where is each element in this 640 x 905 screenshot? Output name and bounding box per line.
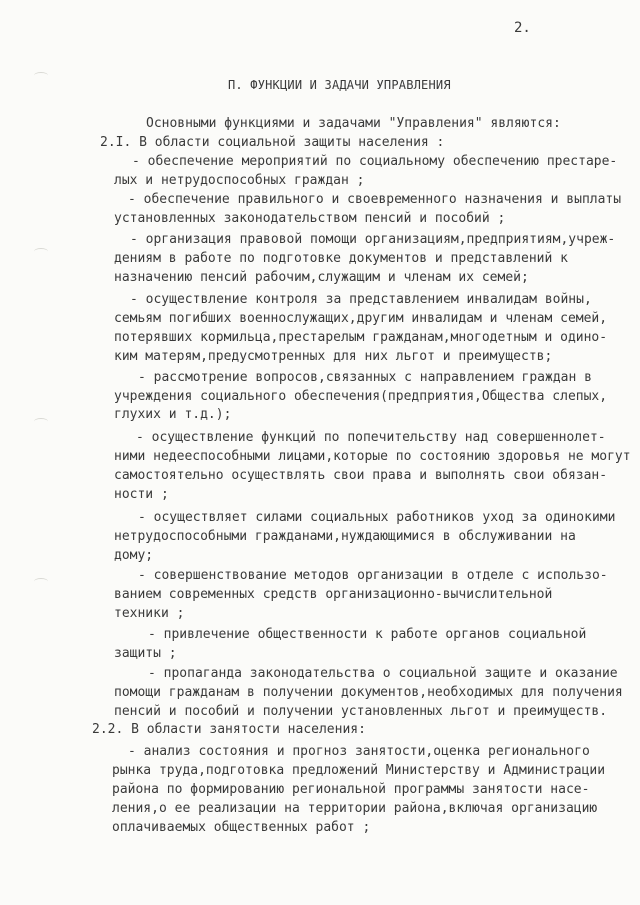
text-line: - обеспечение правильного и своевременного назначения и выплаты [128,192,622,207]
text-line: - осуществление контроля за представлением инвалидам войны, [130,292,592,307]
text-line: самостоятельно осуществлять свои права и выполнять свои обязан- [114,468,608,483]
text-line: ления,о ее реализации на территории района,включая организацию [112,801,598,816]
text-line: ними недееспособными лицами,которые по состоянию здоровья не могут [114,449,631,464]
text-line: дениям в работе по подготовке документов и представлений к [114,251,568,266]
text-line: Основными функциями и задачами "Управления" являются: [146,116,561,131]
text-line: - рассмотрение вопросов,связанных с направлением граждан в [138,370,592,385]
binder-hole-mark [34,578,48,585]
text-line: - обеспечение мероприятий по социальному обеспечению престаре- [132,154,618,169]
numbered-heading: 2.2. В области занятости населения: [92,722,366,737]
text-line: лых и нетрудоспособных граждан ; [114,173,365,188]
text-line: - привлечение общественности к работе органов социальной [148,627,587,642]
text-line: - осуществляет силами социальных работников уход за одинокими [138,510,616,525]
text-line: рынка труда,подготовка предложений Министерству и Администрации [112,763,606,778]
text-line: дому; [114,548,154,563]
section-title: П. ФУНКЦИИ И ЗАДАЧИ УПРАВЛЕНИЯ [228,78,451,92]
text-line: ванием современных средств организационно-вычислительной [114,587,553,602]
text-line: защиты ; [114,646,177,661]
text-line: района по формированию региональной программы занятости насе- [112,782,590,797]
text-line: назначению пенсий рабочим,служащим и членам их семей; [114,270,529,285]
text-line: глухих и т.д.); [114,407,232,422]
text-line: семьям погибших военнослужащих,другим инвалидам и членам семей, [114,311,608,326]
text-line: - пропаганда законодательства о социальной защите и оказание [148,666,618,681]
text-line: - организация правовой помощи организациям,предприятиям,учреж- [130,232,616,247]
text-line: - совершенствование методов организации в отделе с использо- [138,568,608,583]
text-line: ким матерям,предусмотренных для них льгот и преимуществ; [114,349,553,364]
text-line: - осуществление функций по попечительству над совершеннолет- [136,430,606,445]
numbered-heading: 2.I. В области социальной защиты населения : [100,135,445,150]
binder-hole-mark [34,248,48,255]
binder-hole-mark [34,418,48,425]
text-line: оплачиваемых общественных работ ; [112,820,371,835]
text-line: ности ; [114,487,169,502]
page-number: 2. [514,20,531,36]
text-line: пенсий и пособий и получении установленных льгот и преимуществ. [114,704,608,719]
binder-hole-mark [34,72,48,79]
text-line: - анализ состояния и прогноз занятости,оценка регионального [128,744,590,759]
text-line: техники ; [114,606,185,621]
text-line: учреждения социального обеспечения(предприятия,Общества слепых, [114,389,608,404]
text-line: установленных законодательством пенсий и пособий ; [114,211,506,226]
text-line: потерявших кормильца,престарелым гражданам,многодетным и одино- [114,330,608,345]
text-line: нетрудоспособными гражданами,нуждающимися в обслуживании на [114,529,576,544]
text-line: помощи гражданам в получении документов,необходимых для получения [114,685,623,700]
